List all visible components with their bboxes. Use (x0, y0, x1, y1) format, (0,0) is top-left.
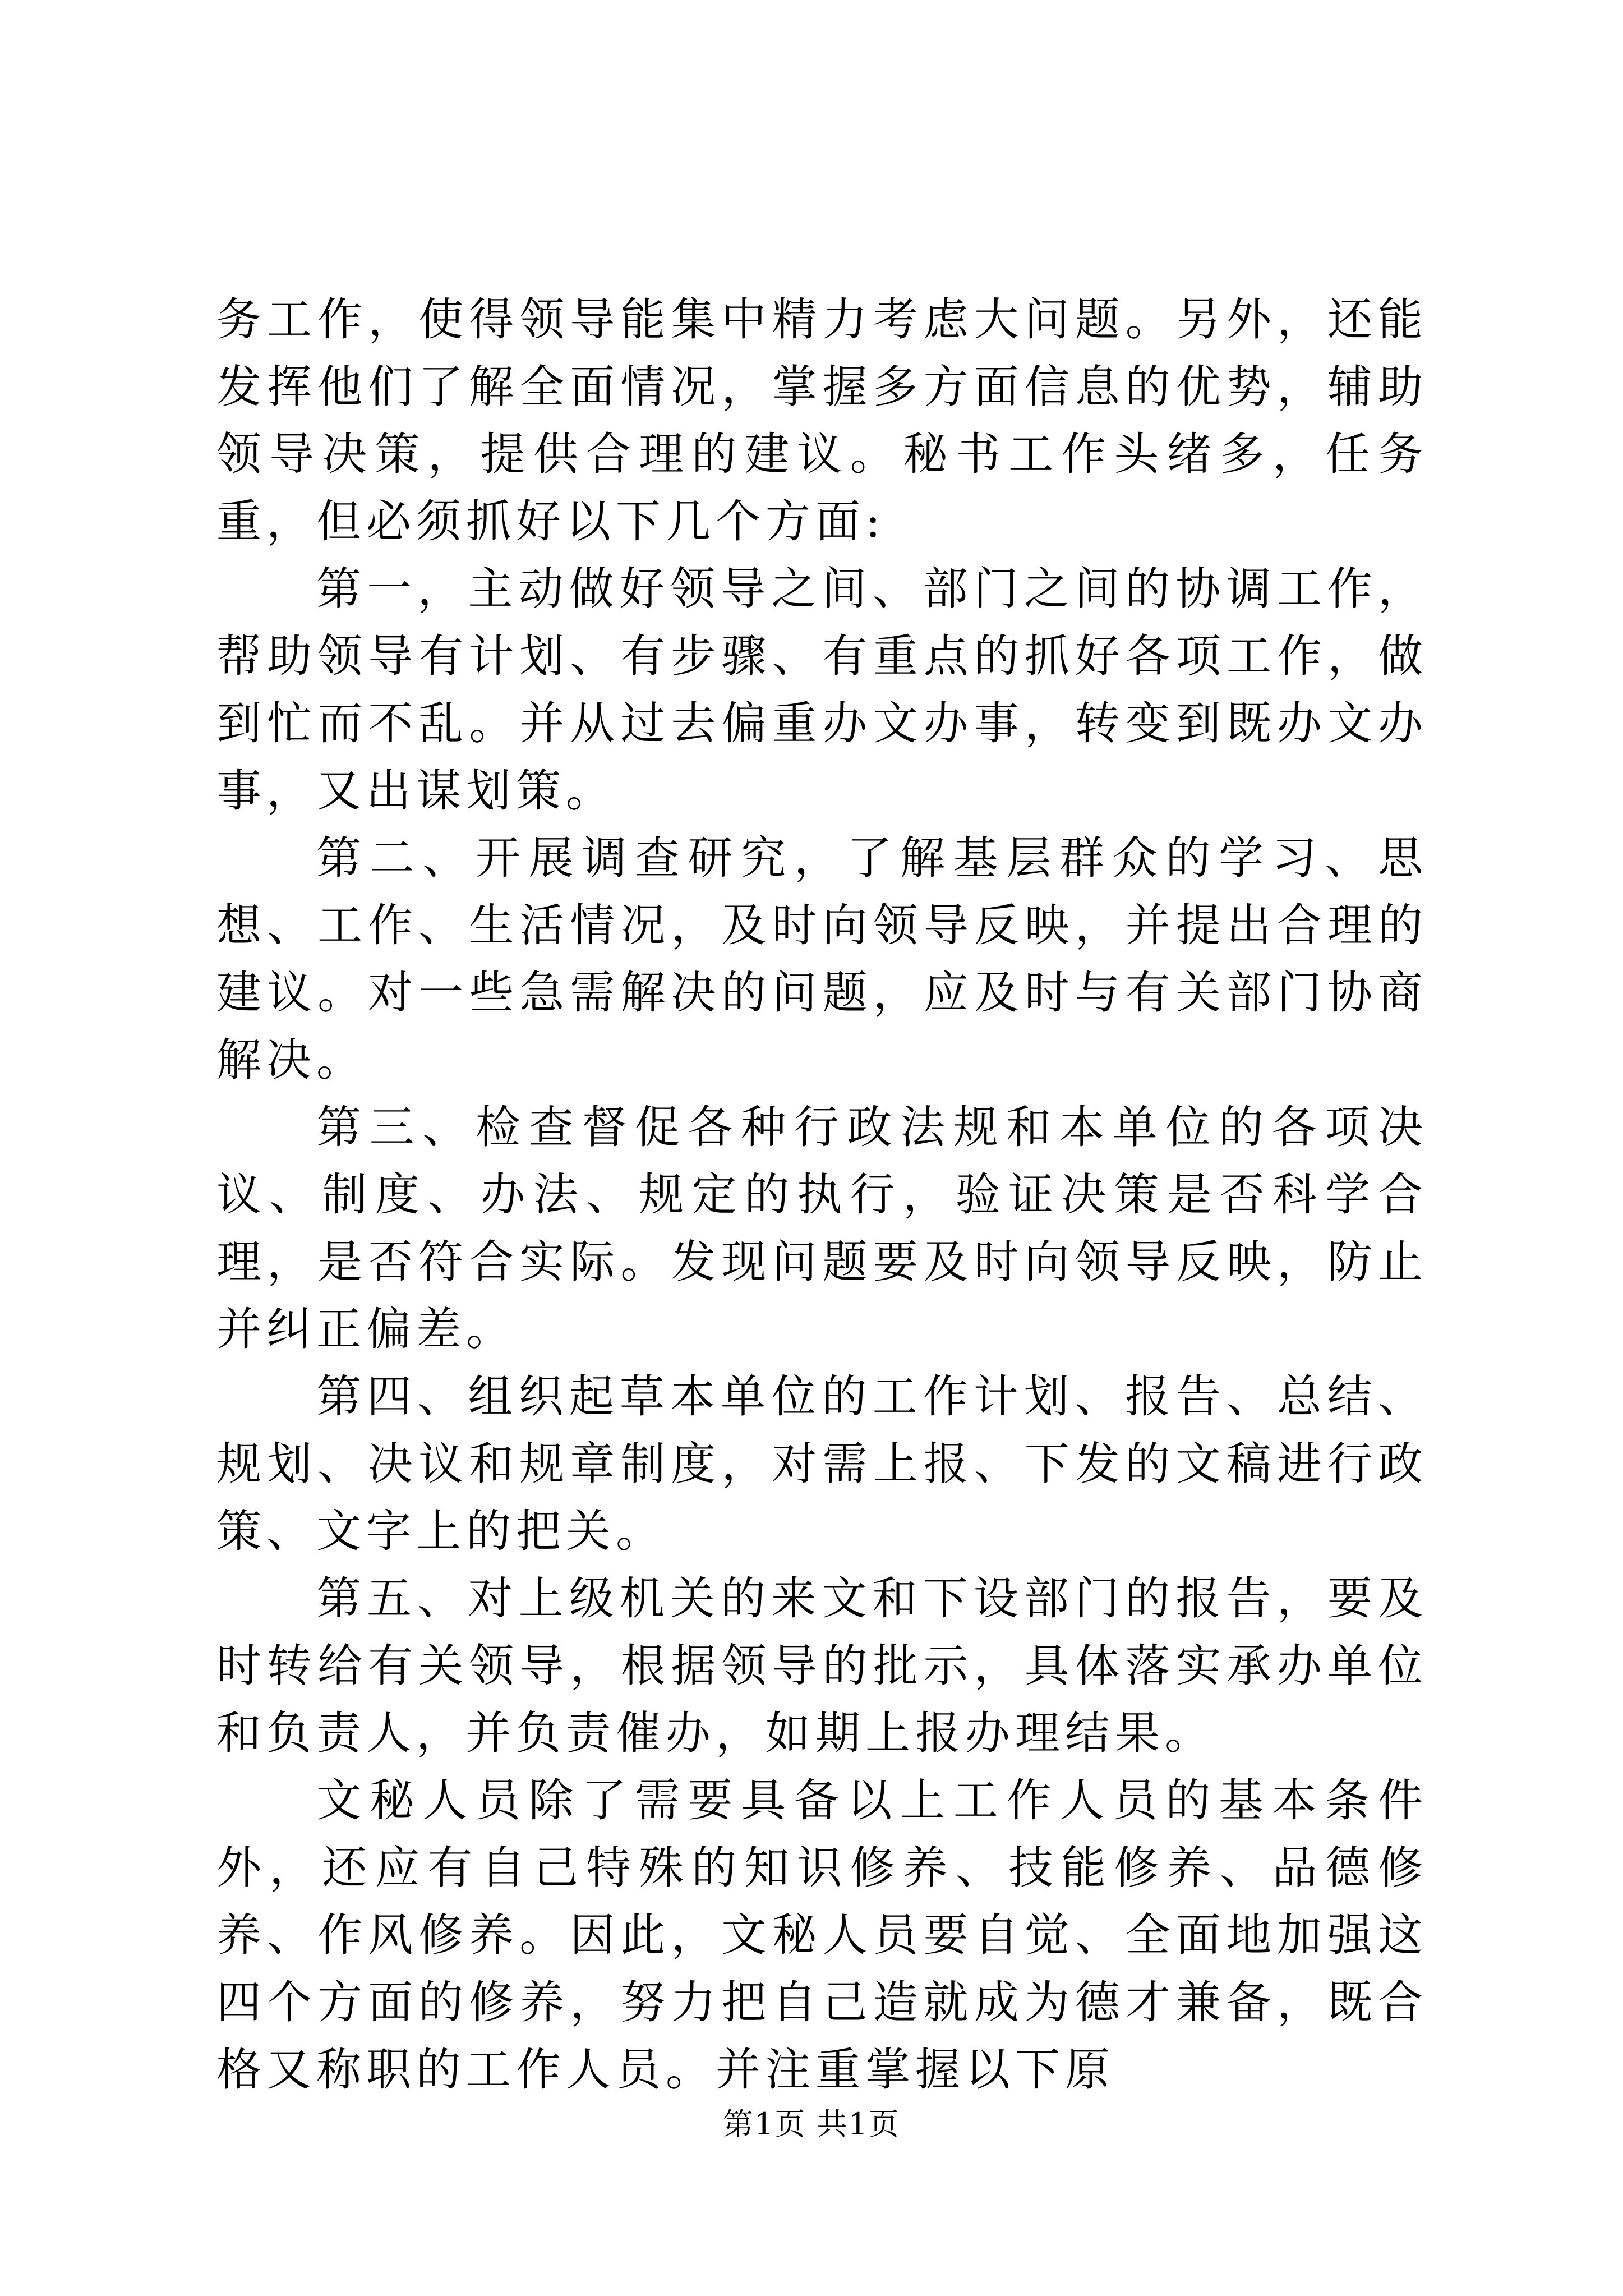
paragraph-6: 第五、对上级机关的来文和下设部门的报告，要及时转给有关领导，根据领导的批示，具体落实承办单位和负责人，并负责催办，如期上报办理结果。 (216, 1572, 1428, 1759)
paragraph-7: 文秘人员除了需要具备以上工作人员的基本条件外，还应有自己特殊的知识修养、技能修养、品德修养、作风修养。因此，文秘人员要自觉、全面地加强这四个方面的修养，努力把自己造就成为德才兼备，既合格又称职的工作人员。并注重掌握以下原 (216, 1774, 1428, 2096)
paragraph-3: 第二、开展调查研究，了解基层群众的学习、思想、工作、生活情况，及时向领导反映，并提出合理的建议。对一些急需解决的问题，应及时与有关部门协商解决。 (216, 832, 1428, 1086)
paragraph-1: 务工作，使得领导能集中精力考虑大问题。另外，还能发挥他们了解全面情况，掌握多方面信息的优势，辅助领导决策，提供合理的建议。秘书工作头绪多，任务重，但必须抓好以下几个方面: (216, 293, 1428, 547)
document-body (216, 286, 1428, 2104)
page-footer (0, 2105, 1623, 2144)
page-number: 第1页 共1页 (723, 2106, 900, 2142)
paragraph-2: 第一，主动做好领导之间、部门之间的协调工作，帮助领导有计划、有步骤、有重点的抓好各项工作，做到忙而不乱。并从过去偏重办文办事，转变到既办文办事，又出谋划策。 (216, 563, 1428, 817)
paragraph-5: 第四、组织起草本单位的工作计划、报告、总结、规划、决议和规章制度，对需上报、下发的文稿进行政策、文字上的把关。 (216, 1370, 1428, 1557)
paragraph-4: 第三、检查督促各种行政法规和本单位的各项决议、制度、办法、规定的执行，验证决策是否科学合理，是否符合实际。发现问题要及时向领导反映，防止并纠正偏差。 (216, 1101, 1428, 1355)
